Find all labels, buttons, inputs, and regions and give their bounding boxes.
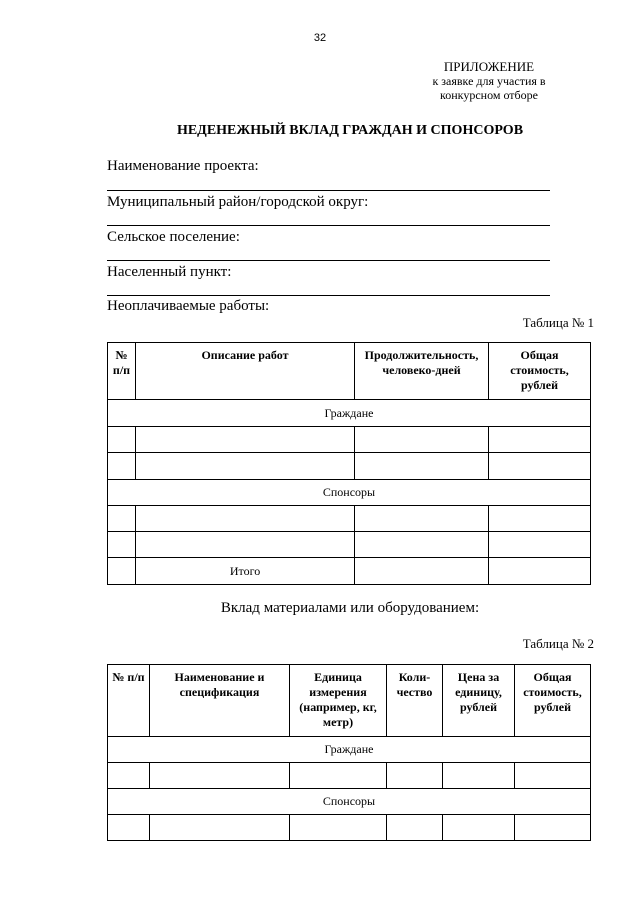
table2-header-name: Наименование и спецификация [150,665,290,737]
table-cell [108,427,136,453]
document-title: НЕДЕНЕЖНЫЙ ВКЛАД ГРАЖДАН И СПОНСОРОВ [176,123,524,138]
table-cell [150,763,290,789]
table1-header-total-cost: Общая стоимость, рублей [489,343,591,400]
table1-row [108,453,591,480]
table-cell [108,532,136,558]
locality-label: Населенный пункт: [107,264,232,280]
table2-group-citizens: Граждане [108,737,591,763]
table2-row [108,763,591,789]
table-cell [150,815,290,841]
page-number: 32 [313,32,327,44]
table-cell [136,506,355,532]
table-cell [355,506,489,532]
table-cell [290,763,387,789]
table-cell [355,532,489,558]
appendix-line-2: конкурсном отборе [440,88,538,102]
table-cell [108,453,136,480]
table-cell [290,815,387,841]
table-cell [136,427,355,453]
table-cell [489,532,591,558]
table2-header-number: № п/п [108,665,150,737]
project-name-label: Наименование проекта: [107,158,259,174]
table1-row [108,532,591,558]
table-cell [515,763,591,789]
table2-row [108,815,591,841]
table2-caption: Таблица № 2 [522,636,594,651]
table1-header-description: Описание работ [136,343,355,400]
table2-group-row [108,737,591,763]
table1-group-row [108,480,591,506]
table1-group-citizens: Граждане [108,400,591,427]
table1-group-row [108,400,591,427]
table-cell [355,453,489,480]
table1-header-number: № п/п [108,343,136,400]
table-cell [489,427,591,453]
rural-settlement-label: Сельское поселение: [107,229,240,245]
table-cell [489,506,591,532]
table1-header-duration: Продолжительность, человеко-дней [355,343,489,400]
table-cell [108,558,136,585]
table-cell [108,763,150,789]
table1-row [108,506,591,532]
table-cell [355,558,489,585]
table1-caption: Таблица № 1 [522,315,594,330]
table-cell [489,453,591,480]
table2-header-unit: Единица измерения (например, кг, метр) [290,665,387,737]
table1-group-sponsors: Спонсоры [108,480,591,506]
table2-header-total-cost: Общая стоимость, рублей [515,665,591,737]
project-name-line [107,190,550,191]
table-cell [515,815,591,841]
table2-header-quantity: Коли-чество [387,665,443,737]
table-cell [355,427,489,453]
table2-header-row [108,665,591,737]
rural-settlement-line [107,260,550,261]
table1-total-label: Итого [136,558,355,585]
table2-group-sponsors: Спонсоры [108,789,591,815]
table-cell [443,763,515,789]
table-cell [387,763,443,789]
table2-group-row [108,789,591,815]
table-cell [136,453,355,480]
unpaid-work-label: Неоплачиваемые работы: [107,298,270,314]
locality-line [107,295,550,296]
municipality-label: Муниципальный район/городской округ: [107,194,369,210]
table1-total-row [108,558,591,585]
table1-row [108,427,591,453]
appendix-title: ПРИЛОЖЕНИЕ [443,59,535,74]
materials-table [107,664,591,841]
table-cell [136,532,355,558]
appendix-block [414,60,564,102]
materials-heading: Вклад материалами или оборудованием: [220,600,480,616]
table-cell [443,815,515,841]
municipality-line [107,225,550,226]
table-cell [108,506,136,532]
table-cell [108,815,150,841]
unpaid-work-table [107,342,591,585]
table-cell [387,815,443,841]
appendix-line-1: к заявке для участия в [432,74,546,88]
table2-header-unit-price: Цена за единицу, рублей [443,665,515,737]
table1-header-row [108,343,591,400]
table-cell [489,558,591,585]
